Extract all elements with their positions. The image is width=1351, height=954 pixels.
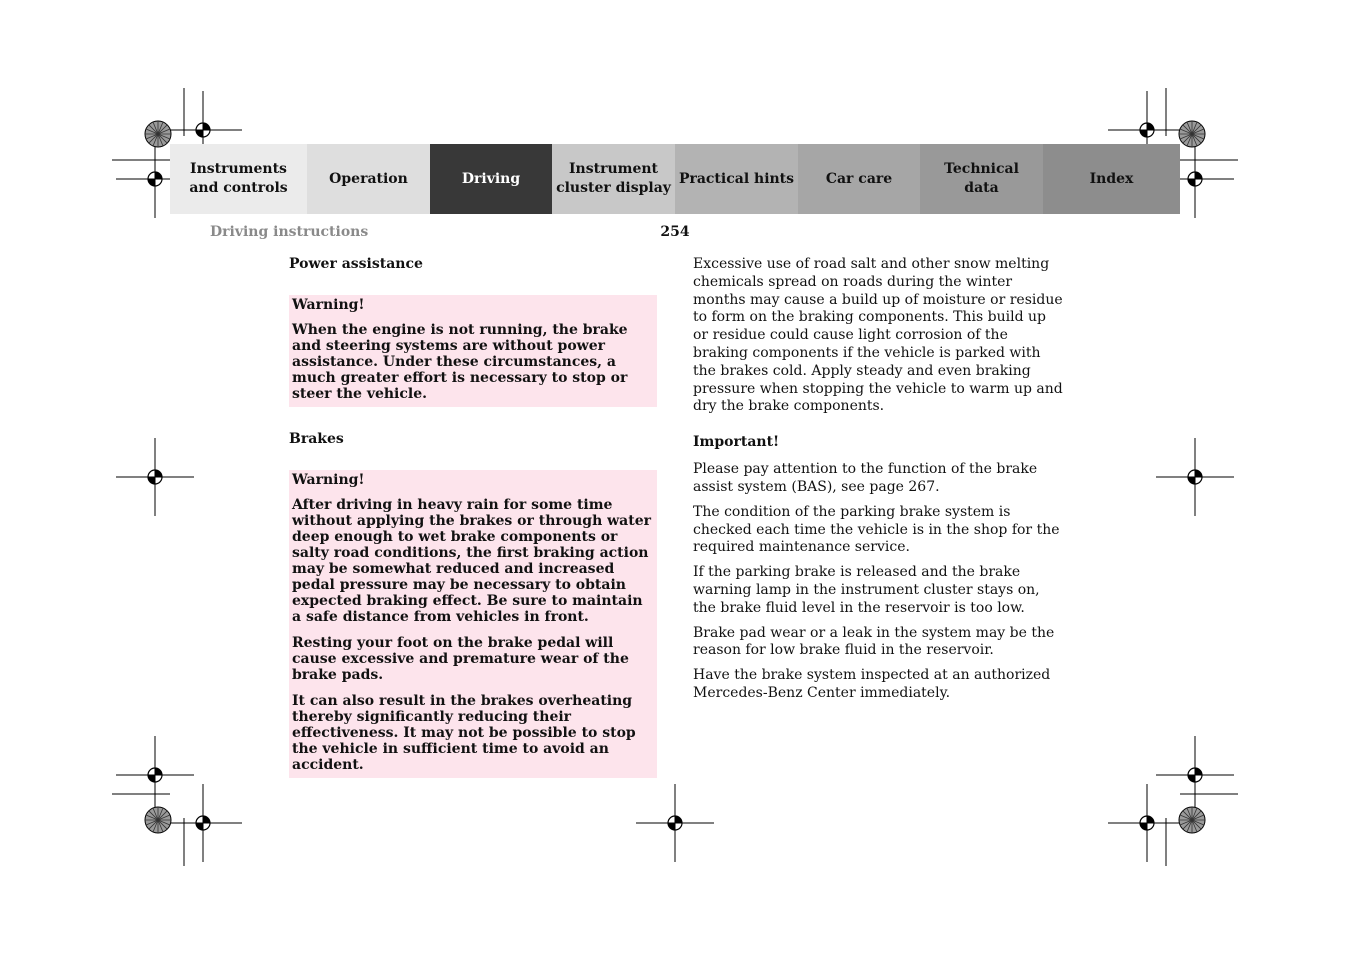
body-paragraph: If the parking brake is released and the brake warning lamp in the instrument cluster stays on, the brake fluid level in the reservoir is too low. <box>693 564 1040 616</box>
power-assistance-warning-box <box>289 295 657 407</box>
warning-title: Warning! <box>292 472 365 488</box>
warning-paragraph: Resting your foot on the brake pedal will cause excessive and premature wear of the brake pads. <box>292 635 629 683</box>
body-paragraph: Brake pad wear or a leak in the system may be the reason for low brake fluid in the reservoir. <box>693 624 1055 659</box>
brakes-warning-box <box>289 470 657 778</box>
warning-paragraph: After driving in heavy rain for some time without applying the brakes or through water deep enough to wet brake components or salty road conditions, the first braking action may be somewhat reduced and increased pedal pressure may be necessary to obtain expected braking effect. Be sure to maintain a safe distance from vehicles in front. <box>292 497 652 625</box>
power-assistance-heading: Power assistance <box>289 256 423 272</box>
page-number: 254 <box>660 224 690 240</box>
tab-operation[interactable]: Operation <box>307 144 430 214</box>
tab-instruments-and-controls[interactable]: Instruments and controls <box>170 144 307 214</box>
important-heading: Important! <box>693 434 780 451</box>
tab-practical-hints[interactable]: Practical hints <box>675 144 798 214</box>
chapter-tabs <box>170 144 1180 214</box>
warning-paragraph: It can also result in the brakes overheating thereby significantly reducing their effectiveness. It may not be possible to stop the vehicle in sufficient time to avoid an accident. <box>292 693 636 773</box>
body-paragraph: The condition of the parking brake system is checked each time the vehicle is in the shop for the required maintenance service. <box>693 503 1060 556</box>
warning-paragraph: When the engine is not running, the brake and steering systems are without power assistance. Under these circumstances, a much greater effort is necessary to stop or steer the vehicle. <box>292 322 628 402</box>
tab-car-care[interactable]: Car care <box>798 144 920 214</box>
left-column <box>289 256 657 778</box>
tab-index[interactable]: Index <box>1043 144 1180 214</box>
warning-title: Warning! <box>292 297 365 313</box>
right-column <box>693 256 1065 710</box>
tab-technical-data[interactable]: Technical data <box>920 144 1043 214</box>
road-salt-paragraph: Excessive use of road salt and other snow melting chemicals spread on roads during the winter months may cause a build up of moisture or residue to form on the braking components. This build up or residue could cause light corrosion of the braking components if the vehicle is parked with the brakes cold. Apply steady and even braking pressure when stopping the vehicle to warm up and dry the brake components. <box>693 256 1063 415</box>
brakes-heading: Brakes <box>289 431 344 447</box>
body-paragraph: Have the brake system inspected at an authorized Mercedes-Benz Center immediately. <box>693 667 1051 701</box>
tab-driving[interactable]: Driving <box>430 144 552 214</box>
body-paragraph: Please pay attention to the function of the brake assist system (BAS), see page 267. <box>693 461 1038 495</box>
section-title: Driving instructions <box>210 224 369 240</box>
tab-instrument-cluster-display[interactable]: Instrument cluster display <box>552 144 675 214</box>
